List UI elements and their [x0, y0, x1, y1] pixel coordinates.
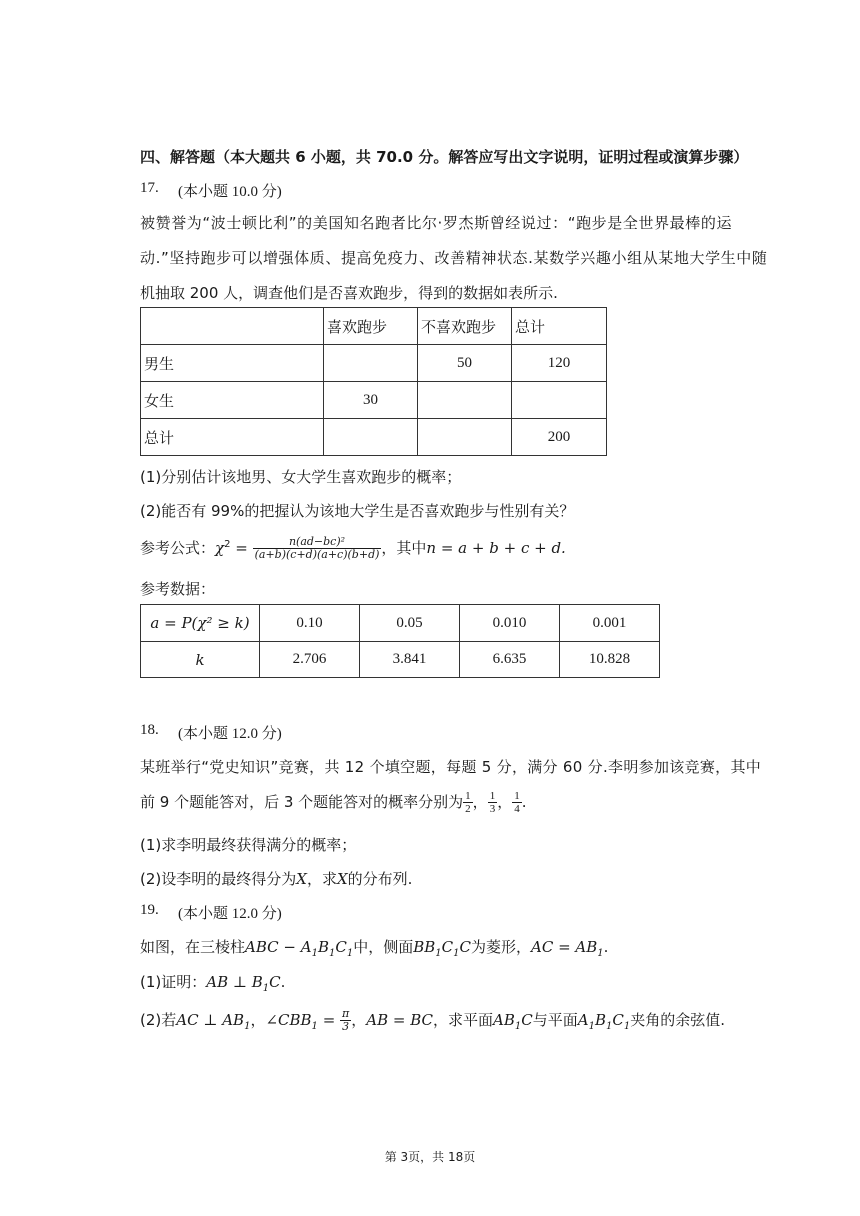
fraction-numerator: n(ad−bc)²	[253, 536, 382, 549]
fraction-pi-over-three	[340, 1008, 351, 1033]
table-cell	[418, 419, 512, 456]
q17-text-line1: 被赞誉为“波士顿比利”的美国知名跑者比尔·罗杰斯曾经说过：“跑步是全世界最棒的运	[140, 214, 733, 232]
q19-part2-c: ，	[351, 1011, 367, 1029]
fraction-numerator: 1	[489, 790, 496, 802]
q17-part2: (2)能否有 99%的把握认为该地大学生是否喜欢跑步与性别有关？	[140, 502, 575, 520]
formula-label: 参考公式：	[140, 539, 216, 557]
q18-part2-b: ，求	[306, 870, 337, 888]
table-cell: 总计	[512, 308, 607, 345]
table-row	[141, 605, 660, 642]
table-cell	[324, 419, 418, 456]
q18-part2-c: 的分布列.	[347, 870, 413, 888]
q19-part2-f: 夹角的余弦值.	[630, 1011, 726, 1029]
q17-points: (本小题 10.0 分)	[178, 184, 282, 200]
fraction-one-half	[463, 790, 473, 815]
q17-formula: 参考公式：$\chi^2$ = $\frac{\text{n(ad−bc)²}}{(a+b)(c+d)(a+c)(b+d)}$ ，其中n = a + b + c + d.	[140, 535, 566, 561]
table-cell: 喜欢跑步	[324, 308, 418, 345]
table-cell: 0.05	[360, 605, 460, 642]
table-cell: 10.828	[560, 642, 660, 678]
table-cell: 2.706	[260, 642, 360, 678]
table-cell: 120	[512, 345, 607, 382]
table-row	[141, 642, 660, 678]
q19-part2-d: ，求平面	[433, 1011, 494, 1029]
table-cell: a = P(χ² ≥ k)	[141, 605, 260, 642]
q18-points: (本小题 12.0 分)	[178, 726, 282, 742]
table-cell: 200	[512, 419, 607, 456]
table-cell	[512, 382, 607, 419]
q19-part1-a: (1)证明：	[140, 973, 207, 991]
q19-line1-c: 为菱形，	[471, 938, 532, 956]
chi-square-fraction	[253, 536, 382, 561]
table-cell	[418, 382, 512, 419]
q19-part2: (2)若AC ⊥ $AB_1$，$\angle CBB_1$ = $\frac{\pi}{3}$ ，AB = BC，求平面$AB_1C$与平面$A_1B_1C_1$夹角的余弦值.	[140, 1007, 726, 1033]
table-cell: 6.635	[460, 642, 560, 678]
table-cell: k	[141, 642, 260, 678]
section-heading: 四、解答题（本大题共 6 小题，共 70.0 分。解答应写出文字说明，证明过程或演算步骤）	[140, 148, 749, 166]
table-row	[141, 382, 607, 419]
q17-contingency-table	[140, 307, 607, 456]
q18-text-line2: 前 9 个题能答对，后 3 个题能答对的概率分别为 $\frac{1}{2}$ ， $\frac{1}{3}$ ， $\frac{1}{4}$ .	[140, 790, 527, 815]
q19-part2-e: 与平面	[532, 1011, 578, 1029]
formula-where: ，其中	[381, 539, 427, 557]
variable-x: X	[336, 870, 348, 888]
fraction-denominator: 2	[465, 803, 471, 815]
table-cell: 总计	[141, 419, 324, 456]
q17-text-line3: 机抽取 200 人，调查他们是否喜欢跑步，得到的数据如表所示.	[140, 284, 558, 302]
q17-data-label: 参考数据：	[140, 580, 216, 598]
q17-text-line2: 动.”坚持跑步可以增强体质、提高免疫力、改善精神状态.某数学兴趣小组从某地大学生中随	[140, 249, 768, 267]
formula-n: n = a + b + c + d.	[426, 539, 566, 557]
table-cell: 30	[324, 382, 418, 419]
fraction-denominator: 4	[514, 803, 520, 815]
q19-number: 19.	[140, 902, 159, 918]
q18-number: 18.	[140, 722, 159, 738]
table-cell: 0.001	[560, 605, 660, 642]
q19-part2-b: ，	[250, 1011, 266, 1029]
q17-number: 17.	[140, 180, 159, 196]
q19-part2-a: (2)若	[140, 1011, 177, 1029]
fraction-denominator: (a+b)(c+d)(a+c)(b+d)	[254, 548, 380, 561]
q17-part1: (1)分别估计该地男、女大学生喜欢跑步的概率；	[140, 468, 462, 486]
table-cell	[324, 345, 418, 382]
table-cell	[141, 308, 324, 345]
fraction-numerator: 1	[514, 790, 520, 802]
table-cell: 不喜欢跑步	[418, 308, 512, 345]
q18-part2	[140, 868, 412, 889]
table-cell: 男生	[141, 345, 324, 382]
table-cell: 0.10	[260, 605, 360, 642]
table-cell: 女生	[141, 382, 324, 419]
fraction-denominator: 3	[342, 1020, 350, 1033]
page-footer: 第 3页，共 18页	[384, 1150, 476, 1164]
q18-part1: (1)求李明最终获得满分的概率；	[140, 836, 357, 854]
q19-line1-b: 中，侧面	[353, 938, 414, 956]
q19-line1-a: 如图，在三棱柱	[140, 938, 246, 956]
fraction-denominator: 3	[489, 803, 496, 815]
fraction-numerator: π	[342, 1007, 350, 1020]
q19-points: (本小题 12.0 分)	[178, 906, 282, 922]
q19-line1: 如图，在三棱柱ABC − $A_1B_1C_1$中，侧面$BB_1C_1C$为菱形，AC = $AB_1$.	[140, 938, 609, 959]
table-row	[141, 419, 607, 456]
fraction-numerator: 1	[465, 790, 471, 802]
q19-part1: (1)证明：AB ⊥ $B_1C$.	[140, 973, 286, 994]
q18-text-line2-pre: 前 9 个题能答对，后 3 个题能答对的概率分别为	[140, 793, 464, 811]
fraction-one-quarter	[512, 790, 522, 815]
table-cell: 0.010	[460, 605, 560, 642]
table-cell: 3.841	[360, 642, 460, 678]
table-row	[141, 345, 607, 382]
formula-lhs: χ	[215, 539, 225, 557]
q18-part2-a: (2)设李明的最终得分为	[140, 870, 297, 888]
variable-x: X	[296, 870, 307, 888]
q18-text-line1: 某班举行“党史知识”竞赛，共 12 个填空题，每题 5 分，满分 60 分.李明参加该竞赛，其中	[140, 758, 762, 776]
fraction-one-third	[488, 790, 498, 815]
table-cell: 50	[418, 345, 512, 382]
table-row	[141, 308, 607, 345]
q17-reference-table	[140, 604, 660, 678]
